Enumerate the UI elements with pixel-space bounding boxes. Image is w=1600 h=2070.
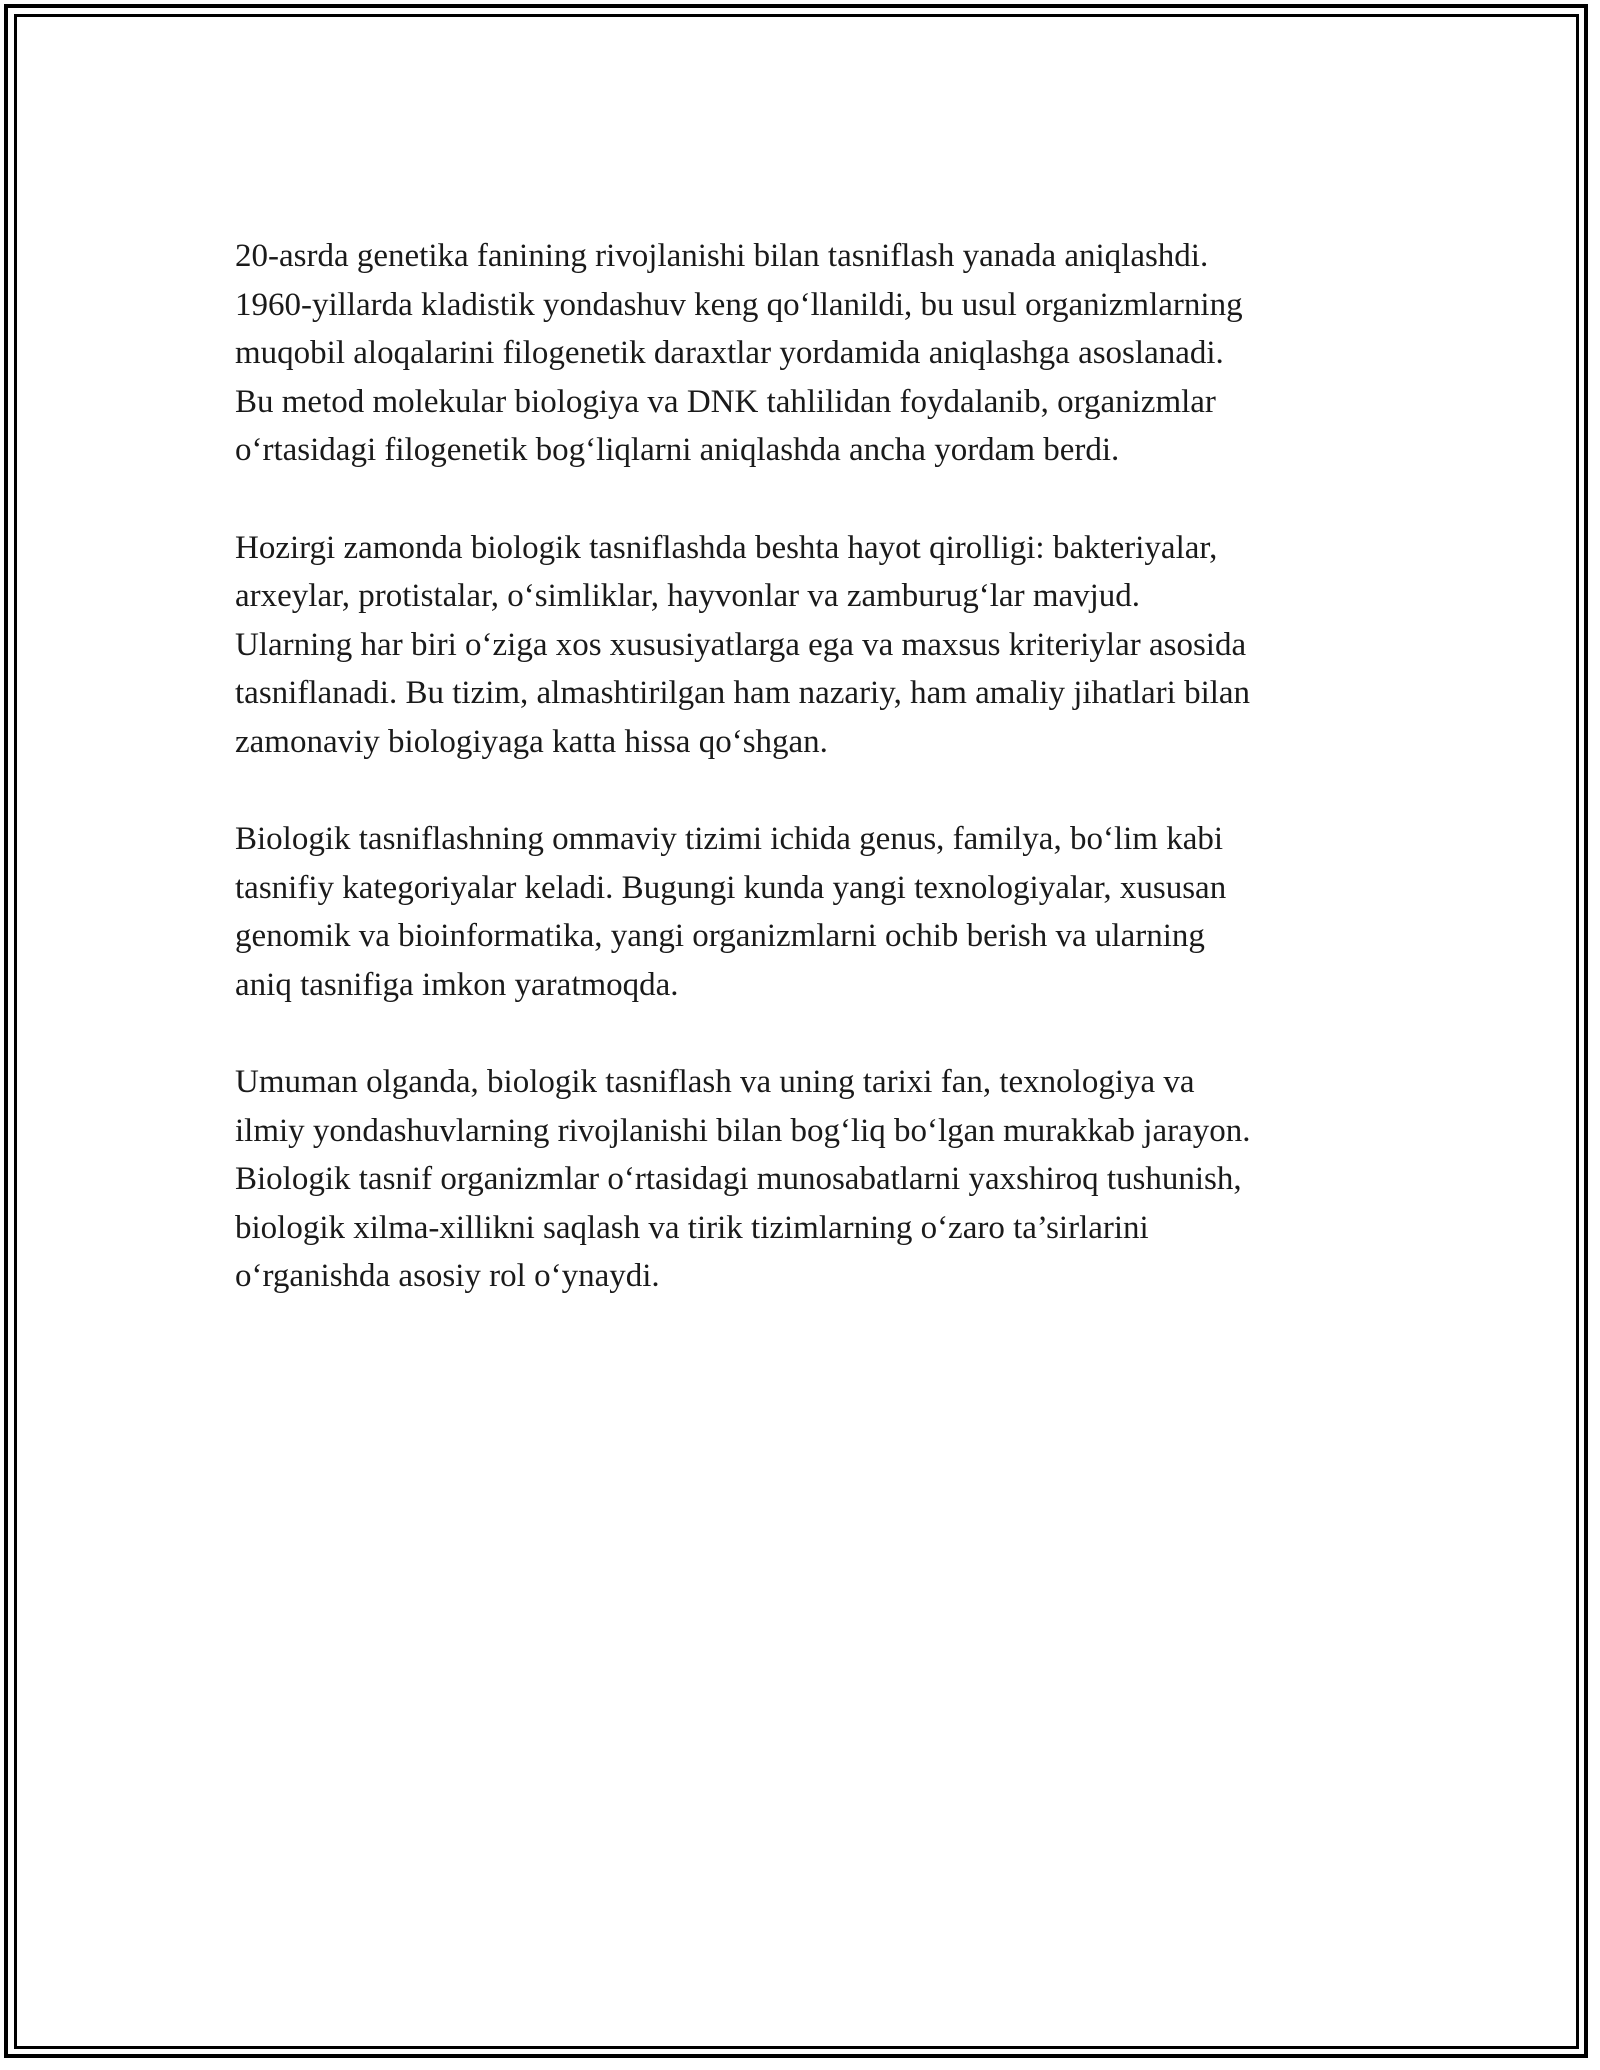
paragraph-conclusion: Umuman olganda, biologik tasniflash va uning tarixi fan, texnologiya va ilmiy yondashuvlarning rivojlanishi bilan bog‘liq bo‘lgan murakkab jarayon. Biologik tasnif organizmlar o‘rtasidagi munosabatlarni yaxshiroq tushunish, biologik xilma-xillikni saqlash va tirik tizimlarning o‘zaro ta’sirlarini o‘rganishda asosiy rol o‘ynaydi. bbox=[235, 1064, 1251, 1295]
paragraph-categories: Biologik tasniflashning ommaviy tizimi ichida genus, familya, bo‘lim kabi tasnifiy kategoriyalar keladi. Bugungi kunda yangi texnologiyalar, xususan genomik va bioinformatika, yangi organizmlarni ochib berish va ularning aniq tasnifiga imkon yaratmoqda. bbox=[235, 821, 1227, 1003]
paragraph-kingdoms: Hozirgi zamonda biologik tasniflashda beshta hayot qirolligi: bakteriyalar, arxeylar, protistalar, o‘simliklar, hayvonlar va zamburug‘lar mavjud. Ularning har biri o‘ziga xos xususiyatlarga ega va maxsus kriteriylar asosida tasniflanadi. Bu tizim, almashtirilgan ham nazariy, ham amaliy jihatlari bilan zamonaviy biologiyaga katta hissa qo‘shgan. bbox=[235, 529, 1251, 760]
document-body bbox=[235, 232, 1405, 1350]
paragraph-genetics: 20-asrda genetika fanining rivojlanishi bilan tasniflash yanada aniqlashdi. 1960-yillarda kladistik yondashuv keng qo‘llanildi, bu usul organizmlarning muqobil aloqalarini filogenetik daraxtlar yordamida aniqlashga asoslanadi. Bu metod molekular biologiya va DNK tahlilidan foydalanib, organizmlar o‘rtasidagi filogenetik bog‘liqlarni aniqlashda ancha yordam berdi. bbox=[235, 238, 1243, 469]
